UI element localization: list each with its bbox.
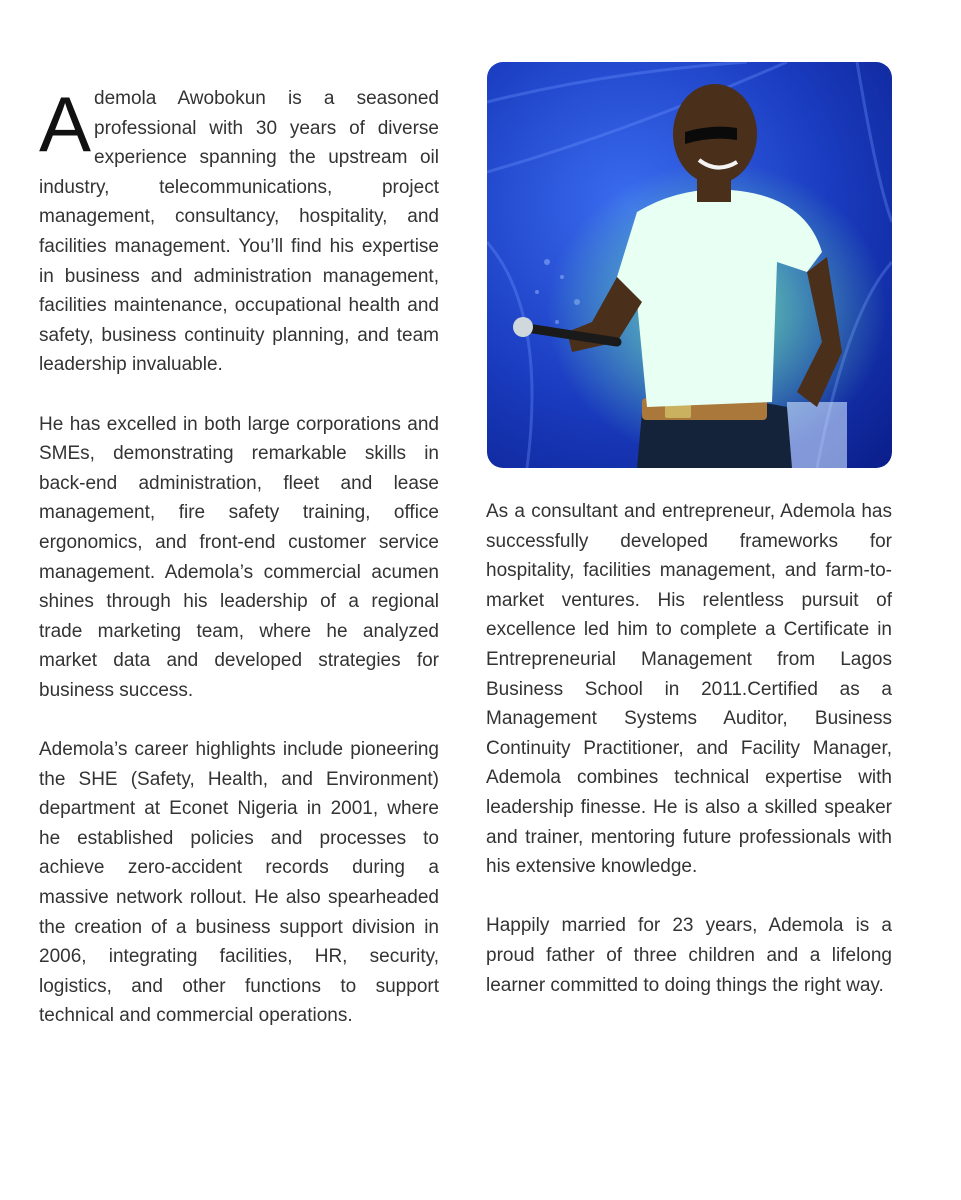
microphone-head: [513, 317, 533, 337]
paragraph-intro: [39, 80, 439, 380]
stage-equipment: [787, 402, 847, 468]
left-column: [39, 80, 439, 1061]
paragraph-family: Happily married for 23 years, Ademola is a proud father of three children and a lifelong learner committed to doing things the right way.: [486, 915, 892, 996]
portrait-photo: [487, 62, 892, 468]
paragraph-entrepreneur: As a consultant and entrepreneur, Ademola has successfully developed frameworks for hospitality, facilities management, and farm-to-market ventures. His relentless pursuit of excellence led him to complete a Certificate in Entrepreneurial Management from Lagos Business School in 2011.Certified as a Management Systems Auditor, Business Continuity Practitioner, and Facility Manager, Ademola combines technical expertise with leadership finesse. He is also a skilled speaker and trainer, mentoring future professionals with his extensive knowledge.: [486, 501, 892, 878]
paragraph-career-highlights: Ademola’s career highlights include pioneering the SHE (Safety, Health, and Environment) department at Econet Nigeria in 2001, where he established policies and processes to achieve zero-accident records during a massive network rollout. He also spearheaded the creation of a business support division in 2006, integrating facilities, HR, security, logistics, and other functions to support technical and commercial operations.: [39, 739, 439, 1027]
paragraph-experience: He has excelled in both large corporations and SMEs, demonstrating remarkable skills in back-end administration, fleet and lease management, fire safety training, office ergonomics, and front-end customer service management. Ademola’s commercial acumen shines through his leadership of a regional trade marketing team, where he analyzed market data and developed strategies for business success.: [39, 413, 439, 701]
portrait-illustration: [487, 62, 892, 468]
right-column: [486, 497, 892, 1030]
drop-cap-letter: A: [39, 80, 92, 168]
paragraph-intro-text: demola Awobokun is a seasoned professional with 30 years of diverse experience spanning the upstream oil industry, telecommunications, project management, consultancy, hospitality, and facilities management. You’ll find his expertise in business and administration management, facilities maintenance, occupational health and safety, business continuity planning, and team leadership invaluable.: [39, 88, 439, 376]
